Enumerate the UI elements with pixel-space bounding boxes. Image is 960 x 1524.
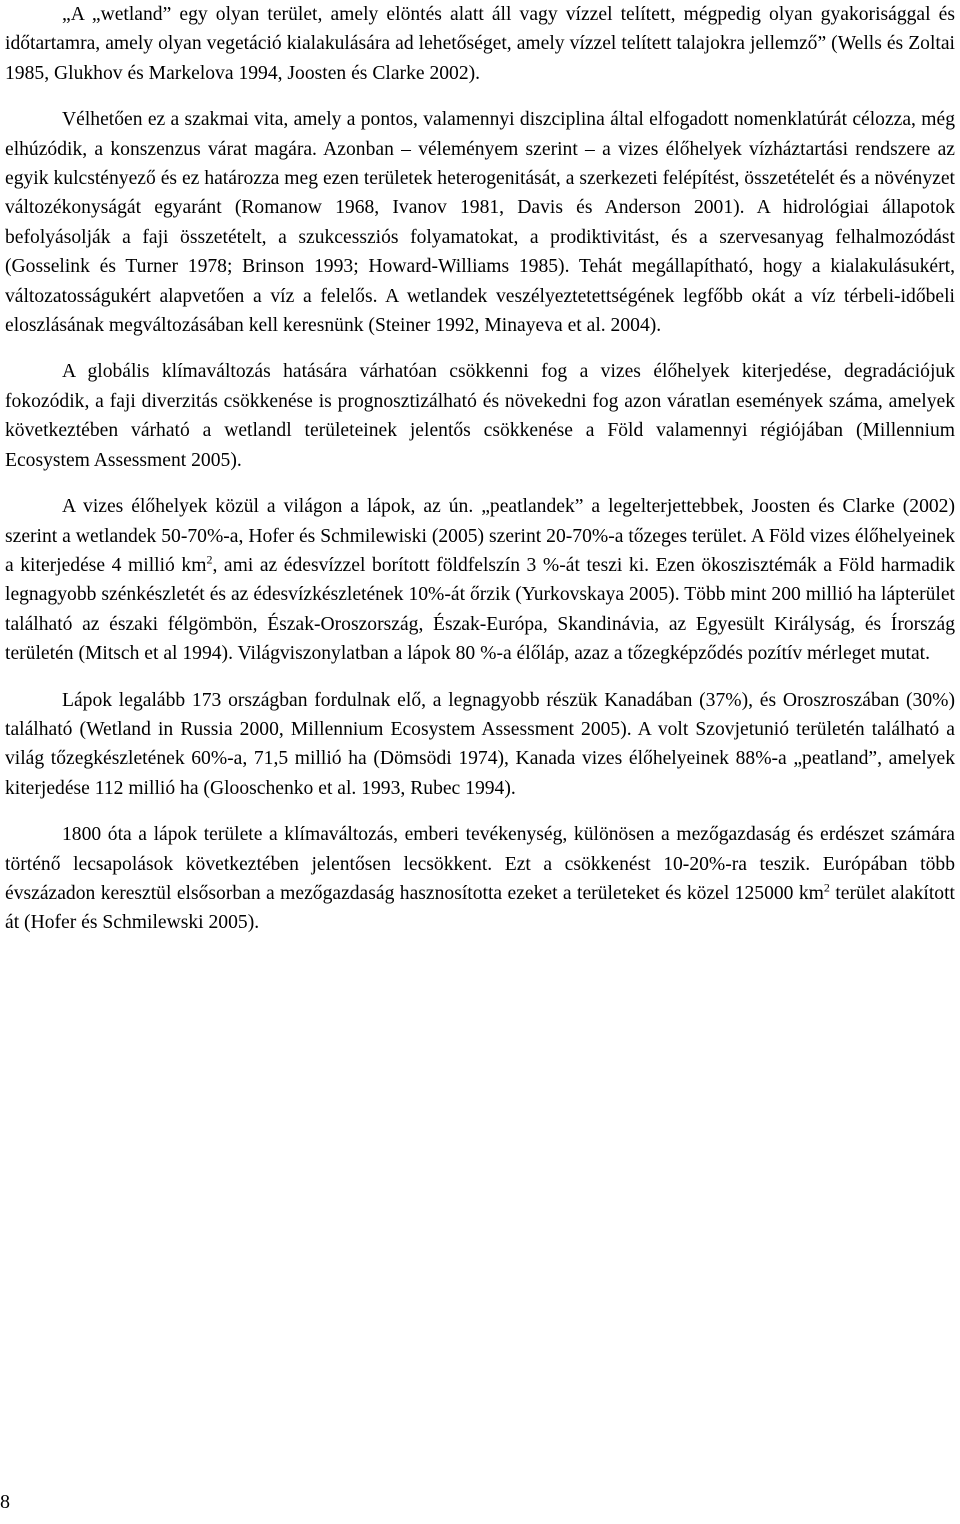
paragraph-text: „A „wetland” egy olyan terület, amely elöntés alatt áll vagy vízzel telített, mégpedig olyan gyakorisággal és időtartamra, amely olyan vegetáció kialakulására ad lehetőséget, amely vízzel telített talajokra jellemző” (Wells és Zoltai 1985, Glukhov és Markelova 1994, Joosten és Clarke 2002). bbox=[5, 4, 955, 84]
paragraph-text: A globális klímaváltozás hatására várhatóan csökkenni fog a vizes élőhelyek kiterjedése, degradációjuk fokozódik, a faji diverzitás csökkenése is prognosztizálható és növekedni fog azon váratlan események száma, amelyek következtében várható a wetlandl területeinek jelentős csökkenése a Föld valamennyi régiójában (Millennium Ecosystem Assessment 2005). bbox=[5, 361, 955, 471]
paragraph-text: A vizes élőhelyek közül a világon a lápok, az ún. „peatlandek” a legelterjettebbek, Joosten és Clarke (2002) szerint a wetlandek 50-70%-a, Hofer és Schmilewiski (2005) szerint 20-70%-a tőzeges terület. A Föld vizes élőhelyeinek a kiterjedése 4 millió km bbox=[5, 496, 955, 576]
paragraph-wetland-definition bbox=[5, 0, 955, 88]
paragraph-text: Lápok legalább 173 országban fordulnak elő, a legnagyobb részük Kanadában (37%), és Oroszroszában (30%) található (Wetland in Russia 2000, Millennium Ecosystem Assessment 2005). A volt Szovjetunió területén található a világ tőzegkészletének 60%-a, 71,5 millió ha (Dömsödi 1974), Kanada vizes élőhelyeinek 88%-a „peatland”, amelyek kiterjedése 112 millió ha (Glooschenko et al. 1993, Rubec 1994). bbox=[5, 689, 955, 799]
paragraph-decline bbox=[5, 820, 955, 938]
page-number: 8 bbox=[0, 1491, 10, 1513]
superscript: 2 bbox=[823, 880, 830, 895]
paragraph-text: 1800 óta a lápok területe a klímaváltozás, emberi tevékenység, különösen a mezőgazdaság és erdészet számára történő lecsapolások következtében jelentősen lecsökkent. Ezt a csökkenést 10-20%-ra teszik. Európában több évszázadon keresztül elsősorban a mezőgazdaság hasznosította ezeket a területeket és közel 125000 km bbox=[5, 824, 955, 904]
paragraph-hydrology bbox=[5, 105, 955, 340]
paragraph-text: terület alakított át (Hofer és Schmilewski 2005). bbox=[5, 882, 955, 934]
paragraph-climate-change bbox=[5, 357, 955, 475]
paragraph-text: , ami az édesvízzel borított földfelszín 3 %-át teszi ki. Ezen ökoszisztémák a Föld harmadik legnagyobb szénkészletét és az édesvízkészletének 10%-át őrzik (Yurkovskaya 2005). Több mint 200 millió ha lápterület található az északi félgömbön, Észak-Oroszország, Észak-Európa, Skandinávia, az Egyesült Királyság, és Írország területén (Mitsch et al 1994). Világviszonylatban a lápok 80 %-a élőláp, azaz a tőzegképződés pozítív mérleget mutat. bbox=[5, 554, 955, 665]
paragraph-peatlands bbox=[5, 492, 955, 668]
document-body bbox=[5, 0, 955, 955]
paragraph-countries bbox=[5, 686, 955, 804]
paragraph-text: Vélhetően ez a szakmai vita, amely a pontos, valamennyi diszciplina által elfogadott nomenklatúrát célozza, még elhúzódik, a konszenzus várat magára. Azonban – véleményem szerint – a vizes élőhelyek vízháztartási rendszere az egyik kulcstényező és ez határozza meg ezen területek heterogenitását, a szerkezeti felépítést, összetételét és a növényzet változékonyságát egyaránt (Romanow 1968, Ivanov 1981, Davis és Anderson 2001). A hidrológiai állapotok befolyásolják a faji összetételt, a szukcessziós folyamatokat, a prodiktivitást, és a szervesanyag felhalmozódást (Gosselink és Turner 1978; Brinson 1993; Howard-Williams 1985). Tehát megállapítható, hogy a kialakulásukért, változatosságukért alapvetően a víz a felelős. A wetlandek veszélyeztetettségének legfőbb okát a víz térbeli-időbeli eloszlásának megváltozásában kell keresnünk (Steiner 1992, Minayeva et al. 2004). bbox=[5, 109, 955, 337]
superscript: 2 bbox=[206, 552, 213, 567]
